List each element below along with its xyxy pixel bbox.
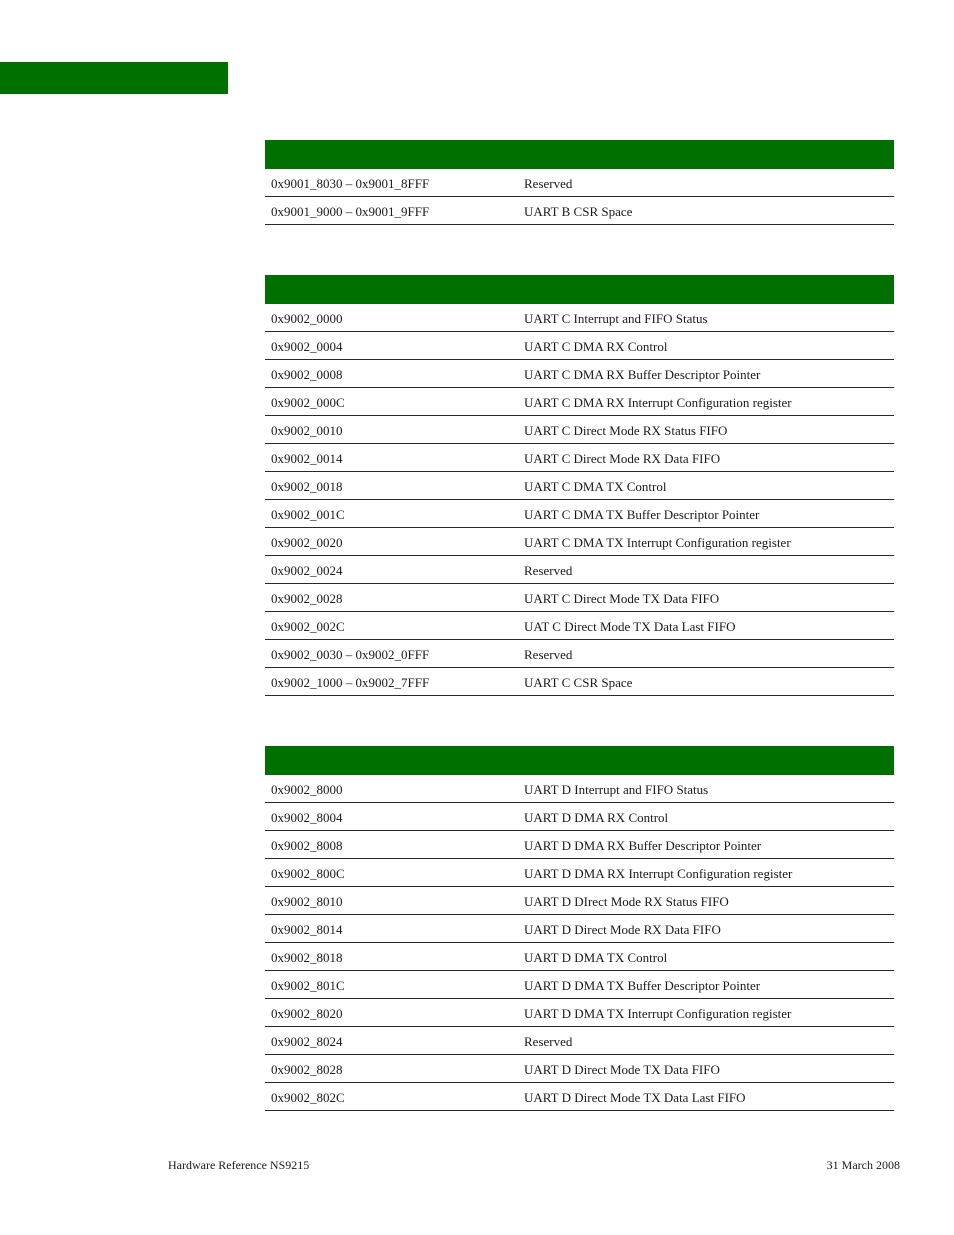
- register-address: 0x9002_801C: [271, 978, 345, 993]
- table-row: [265, 1027, 894, 1055]
- table-row: [265, 831, 894, 859]
- table-row: [265, 472, 894, 500]
- chapter-tab-bar: [0, 62, 228, 94]
- table-row: [265, 1055, 894, 1083]
- register-address: 0x9002_802C: [271, 1090, 345, 1105]
- register-description: UART D Direct Mode TX Data Last FIFO: [524, 1090, 746, 1105]
- table-row: [265, 416, 894, 444]
- register-description: UART D DMA TX Control: [524, 950, 668, 965]
- register-address: 0x9002_0028: [271, 591, 343, 606]
- register-address: 0x9002_000C: [271, 395, 345, 410]
- register-description: UART C CSR Space: [524, 675, 633, 690]
- register-address: 0x9002_8020: [271, 1006, 343, 1021]
- table-row: [265, 943, 894, 971]
- register-description: UART C DMA RX Interrupt Configuration register: [524, 395, 792, 410]
- table-row: [265, 971, 894, 999]
- table-row: [265, 528, 894, 556]
- register-description: UART D DMA RX Interrupt Configuration register: [524, 866, 793, 881]
- table-row: [265, 444, 894, 472]
- table-row: [265, 887, 894, 915]
- table-row: [265, 556, 894, 584]
- table-row: [265, 360, 894, 388]
- register-address: 0x9001_8030 – 0x9001_8FFF: [271, 176, 430, 191]
- table-row: [265, 500, 894, 528]
- register-table-uart-d: [265, 746, 894, 1111]
- table-row: [265, 775, 894, 803]
- register-address: 0x9002_8008: [271, 838, 343, 853]
- register-address: 0x9002_8028: [271, 1062, 343, 1077]
- register-table-uart-b: [265, 140, 894, 225]
- table-row: [265, 332, 894, 360]
- register-description: UART C Interrupt and FIFO Status: [524, 311, 708, 326]
- table-row: [265, 803, 894, 831]
- register-description: Reserved: [524, 647, 573, 662]
- register-description: UART D DIrect Mode RX Status FIFO: [524, 894, 729, 909]
- register-description: UART C DMA TX Control: [524, 479, 667, 494]
- register-address: 0x9002_8018: [271, 950, 343, 965]
- register-address: 0x9002_0010: [271, 423, 343, 438]
- register-description: UART C Direct Mode RX Data FIFO: [524, 451, 721, 466]
- footer-date: 31 March 2008: [826, 1158, 900, 1172]
- register-description: Reserved: [524, 1034, 573, 1049]
- table-row: [265, 169, 894, 197]
- register-address: 0x9002_0018: [271, 479, 343, 494]
- table-row: [265, 1083, 894, 1111]
- register-description: UART C DMA TX Interrupt Configuration register: [524, 535, 791, 550]
- register-address: 0x9002_8010: [271, 894, 343, 909]
- register-address: 0x9002_8014: [271, 922, 343, 937]
- footer-document-title: Hardware Reference NS9215: [168, 1158, 310, 1172]
- table-header-bar: [265, 275, 894, 304]
- register-description: UART D DMA RX Buffer Descriptor Pointer: [524, 838, 762, 853]
- table-row: [265, 640, 894, 668]
- register-address: 0x9002_800C: [271, 866, 345, 881]
- register-description: UART B CSR Space: [524, 204, 633, 219]
- register-description: UART C Direct Mode TX Data FIFO: [524, 591, 720, 606]
- register-description: UART D DMA RX Control: [524, 810, 669, 825]
- register-description: UAT C Direct Mode TX Data Last FIFO: [524, 619, 736, 634]
- register-description: UART D Direct Mode TX Data FIFO: [524, 1062, 720, 1077]
- register-address: 0x9002_0024: [271, 563, 343, 578]
- register-address: 0x9002_1000 – 0x9002_7FFF: [271, 675, 430, 690]
- table-row: [265, 915, 894, 943]
- register-description: UART D Interrupt and FIFO Status: [524, 782, 709, 797]
- register-description: UART C DMA TX Buffer Descriptor Pointer: [524, 507, 760, 522]
- register-description: UART D DMA TX Interrupt Configuration register: [524, 1006, 792, 1021]
- register-description: Reserved: [524, 563, 573, 578]
- register-table-uart-c: [265, 275, 894, 696]
- table-row: [265, 859, 894, 887]
- table-row: [265, 197, 894, 225]
- table-header-bar: [265, 140, 894, 169]
- register-description: UART D Direct Mode RX Data FIFO: [524, 922, 721, 937]
- table-row: [265, 668, 894, 696]
- register-description: UART C Direct Mode RX Status FIFO: [524, 423, 728, 438]
- register-address: 0x9002_002C: [271, 619, 345, 634]
- table-header-bar: [265, 746, 894, 775]
- register-address: 0x9002_0030 – 0x9002_0FFF: [271, 647, 430, 662]
- table-row: [265, 999, 894, 1027]
- register-address: 0x9002_8024: [271, 1034, 343, 1049]
- register-address: 0x9002_0008: [271, 367, 343, 382]
- table-row: [265, 612, 894, 640]
- register-description: UART C DMA RX Control: [524, 339, 668, 354]
- table-row: [265, 584, 894, 612]
- register-description: UART D DMA TX Buffer Descriptor Pointer: [524, 978, 761, 993]
- register-address: 0x9002_8004: [271, 810, 343, 825]
- register-description: Reserved: [524, 176, 573, 191]
- register-address: 0x9002_0020: [271, 535, 343, 550]
- register-address: 0x9002_8000: [271, 782, 343, 797]
- register-address: 0x9002_0004: [271, 339, 343, 354]
- register-address: 0x9002_001C: [271, 507, 345, 522]
- register-description: UART C DMA RX Buffer Descriptor Pointer: [524, 367, 761, 382]
- register-address: 0x9002_0014: [271, 451, 343, 466]
- table-row: [265, 304, 894, 332]
- table-row: [265, 388, 894, 416]
- register-address: 0x9001_9000 – 0x9001_9FFF: [271, 204, 430, 219]
- register-address: 0x9002_0000: [271, 311, 343, 326]
